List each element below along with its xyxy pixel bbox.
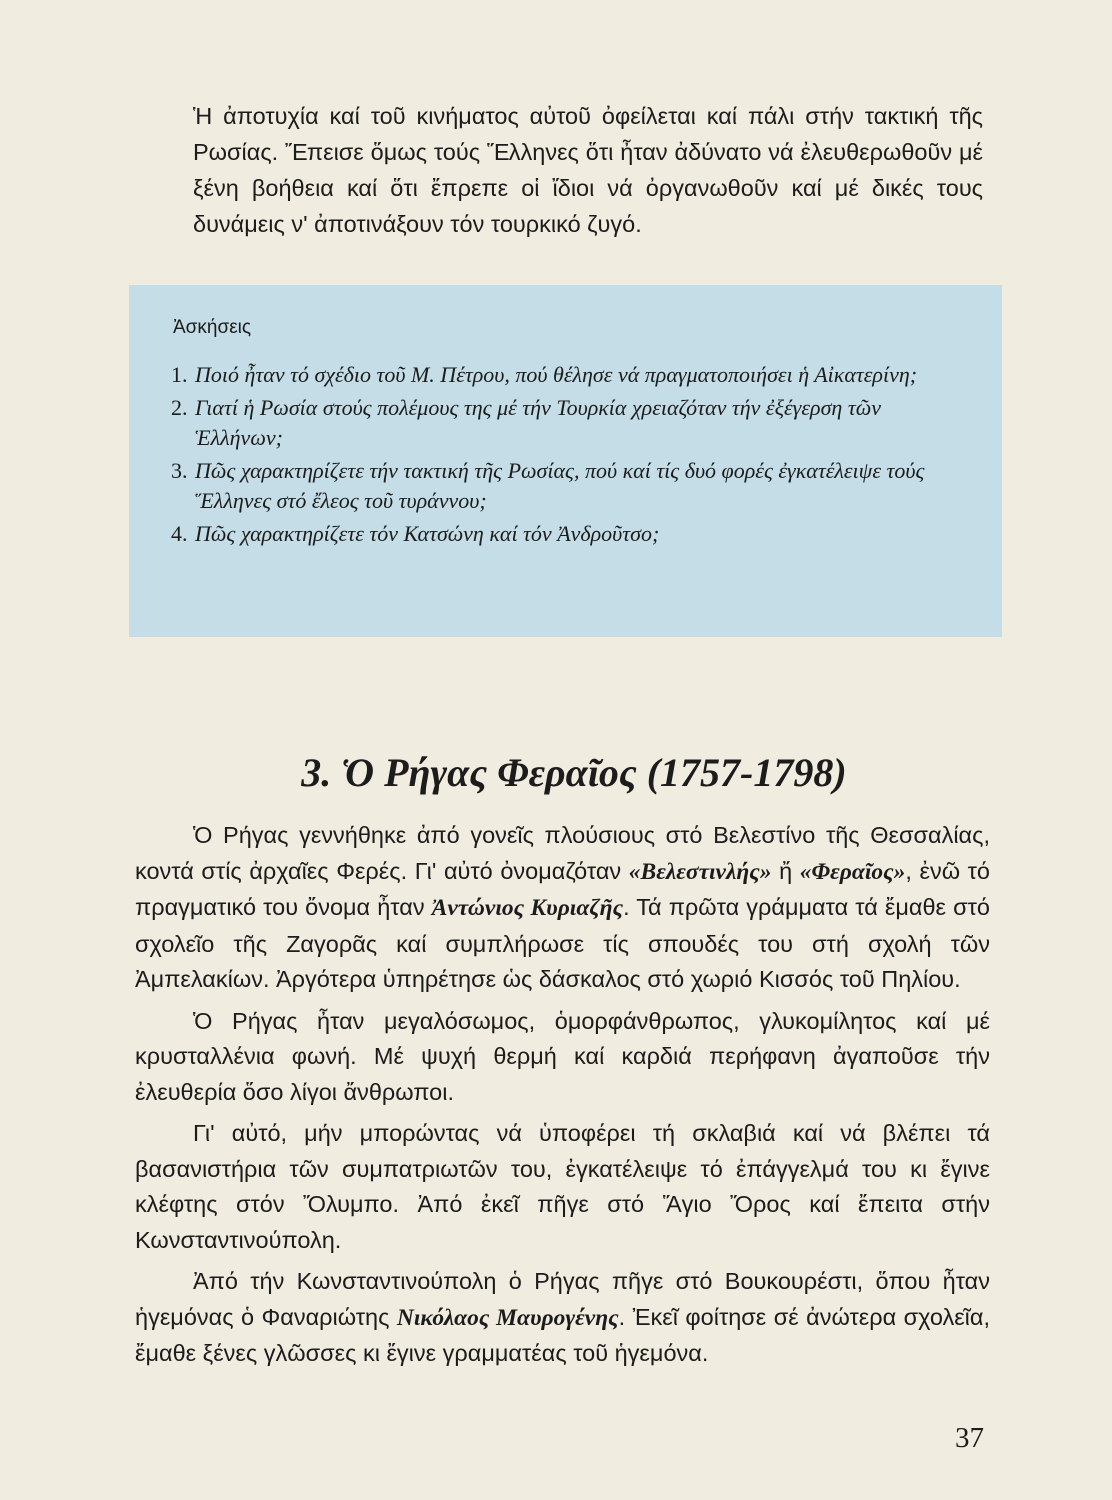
exercise-number: 4. <box>171 521 188 546</box>
exercise-item <box>171 393 951 453</box>
exercises-box <box>129 285 1002 637</box>
exercise-number: 3. <box>171 458 188 483</box>
paragraph: Ὁ Ρήγας ἦταν μεγαλόσωμος, ὁμορφάνθρωπος, γλυκομίλητος καί μέ κρυσταλλένια φωνή. Μέ ψυχή θερμή καί καρδιά περήφανη ἀγαποῦσε τήν ἐλευθερία ὅσο λίγοι ἄνθρωποι. <box>135 1007 990 1105</box>
exercise-item <box>171 519 951 549</box>
section-body <box>135 818 990 1378</box>
exercise-question: Πῶς χαρακτηρίζετε τήν τακτική τῆς Ρωσίας, πού καί τίς δυό φορές ἐγκατέλειψε τούς Ἕλληνες στό ἔλεος τοῦ τυράννου; <box>195 458 925 513</box>
text-run: . Τά πρῶτα γράμματα τά ἔμαθε στό σχολεῖο τῆς Ζαγορᾶς καί συμπλήρωσε τίς σπουδές του στή σχολή τῶν Ἀμπελακίων. Ἀργότερα ὑπηρέτησε ὡς δάσκαλος στό χωριό Κισσός τοῦ Πηλίου. <box>135 894 990 992</box>
text-run: , ἐνῶ τό πραγματικό του ὄνομα ἦταν <box>135 857 990 920</box>
emphasis-term: Ἀντώνιος Κυριαζῆς <box>431 895 624 921</box>
exercise-item <box>171 360 951 390</box>
exercise-question: Πῶς χαρακτηρίζετε τόν Κατσώνη καί τόν Ἀνδροῦτσο; <box>195 521 660 546</box>
text-run: ἤ <box>771 857 800 884</box>
page-number: 37 <box>955 1422 984 1454</box>
exercise-number: 2. <box>171 395 188 420</box>
emphasis-term: «Φεραῖος» <box>799 858 906 885</box>
exercise-number: 1. <box>171 362 188 387</box>
paragraph <box>135 818 990 998</box>
emphasis-term: «Βελεστινλής» <box>628 858 772 885</box>
exercise-question: Γιατί ἡ Ρωσία στούς πολέμους της μέ τήν Τουρκία χρειαζόταν τήν ἐξέγερση τῶν Ἑλλήνων; <box>195 395 882 450</box>
exercise-question: Ποιό ἦταν τό σχέδιο τοῦ Μ. Πέτρου, πού θέλησε νά πραγματοποιήσει ἡ Αἰκατερίνη; <box>195 362 918 387</box>
section-heading: 3. Ὁ Ρήγας Φεραῖος (1757-1798) <box>301 750 847 795</box>
exercises-list <box>171 360 951 552</box>
intro-paragraph: Ἡ ἀποτυχία καί τοῦ κινήματος αὐτοῦ ὀφείλεται καί πάλι στήν τακτική τῆς Ρωσίας. Ἔπεισε ὅμως τούς Ἕλληνες ὅτι ἦταν ἀδύνατο νά ἐλευθερωθοῦν μέ ξένη βοήθεια καί ὅτι ἔπρεπε οἱ ἴδιοι νά ὀργανωθοῦν καί μέ δικές τους δυνάμεις ν' ἀποτινάξουν τόν τουρκικό ζυγό. <box>193 103 983 237</box>
paragraph <box>135 1264 990 1372</box>
text-run: Ἀπό τήν Κωνσταντινούπολη ὁ Ρήγας πῆγε στό Βουκουρέστι, ὅπου ἦταν ἡγεμόνας ὁ Φαναριώτης <box>135 1268 990 1330</box>
emphasis-term: Νικόλαος Μαυρογένης <box>396 1304 619 1331</box>
text-run: . Ἐκεῖ φοίτησε σέ ἀνώτερα σχολεῖα, ἔμαθε ξένες γλῶσσες κι ἔγινε γραμματέας τοῦ ἡγεμόνα. <box>135 1303 991 1366</box>
text-run: Ὁ Ρήγας γεννήθηκε ἀπό γονεῖς πλούσιους στό Βελεστίνο τῆς Θεσσαλίας, κοντά στίς ἀρχαῖες Φερές. Γι' αὐτό ὀνομαζόταν <box>135 822 990 884</box>
exercise-item <box>171 456 951 516</box>
paragraph: Γι' αὐτό, μήν μπορώντας νά ὑποφέρει τή σκλαβιά καί νά βλέπει τά βασανιστήρια τῶν συμπατριωτῶν του, ἐγκατέλειψε τό ἐπάγγελμά του κι ἔγινε κλέφτης στόν Ὄλυμπο. Ἀπό ἐκεῖ πῆγε στό Ἅγιο Ὄρος καί ἔπειτα στήν Κωνσταντινούπολη. <box>135 1120 990 1253</box>
exercises-title: Ἀσκήσεις <box>173 317 252 338</box>
